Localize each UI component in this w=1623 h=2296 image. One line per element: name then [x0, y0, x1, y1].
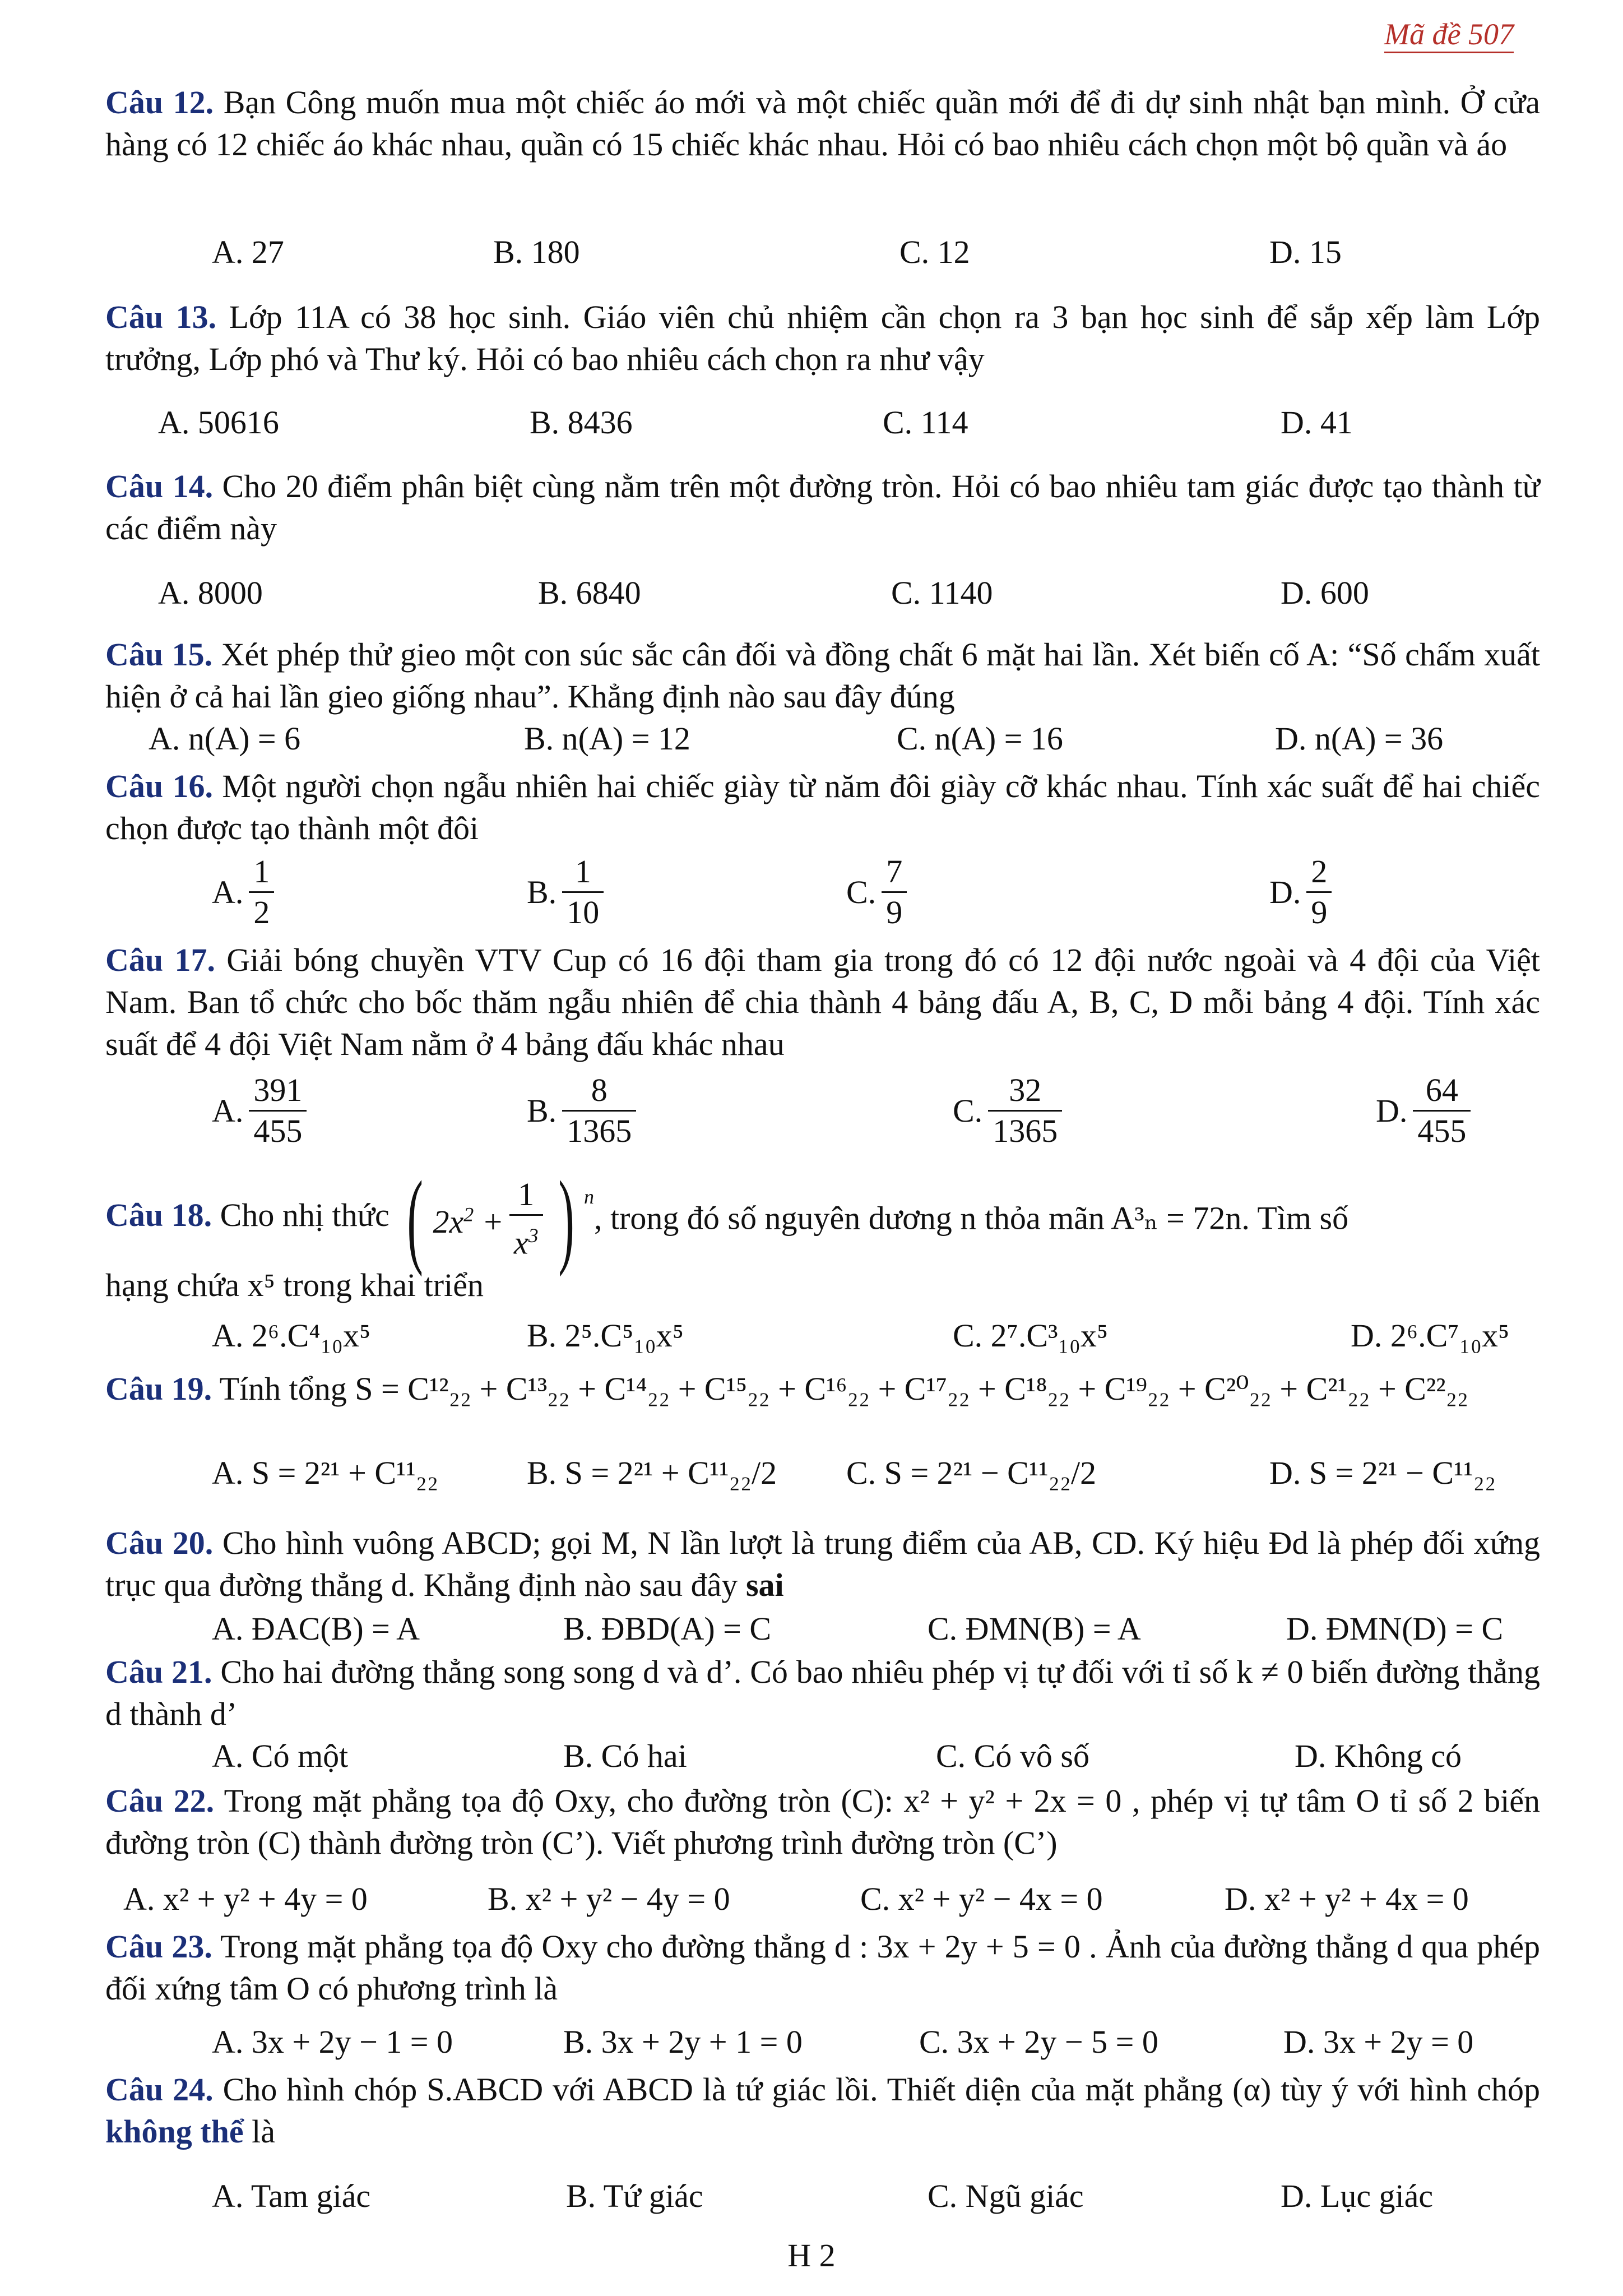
option-d[interactable]: D. x² + y² + 4x = 0 [1225, 1881, 1469, 1917]
question-label: Câu 17. [105, 942, 215, 978]
option-b[interactable]: B. S = 2²¹ + C¹¹₂₂/2 [527, 1455, 777, 1491]
question-21 [105, 1651, 1540, 1735]
option-c[interactable]: C. 1140 [891, 575, 993, 611]
option-c[interactable]: C. $\frac{7}{9}$ [846, 852, 912, 932]
question-text: Trong mặt phẳng tọa độ Oxy cho đường thẳng d : 3x + 2y + 5 = 0 . Ảnh của đường thẳng d qua phép đối xứng tâm O có phương trình là [105, 1928, 1541, 2007]
option-d[interactable]: D. n(A) = 36 [1275, 720, 1444, 757]
question-label: Câu 23. [105, 1928, 212, 1965]
question-label: Câu 19. [105, 1371, 212, 1407]
question-14 [105, 465, 1540, 549]
question-label: Câu 14. [105, 468, 214, 504]
question-17 [105, 939, 1540, 1065]
option-a[interactable]: A. 2⁶.C⁴₁₀x⁵ [212, 1317, 371, 1354]
option-c[interactable]: C. x² + y² − 4x = 0 [860, 1881, 1103, 1917]
option-b[interactable]: B. n(A) = 12 [524, 720, 690, 757]
question-text: Cho nhị thức [220, 1197, 389, 1233]
question-16 [105, 765, 1540, 849]
question-text: Cho 20 điểm phân biệt cùng nằm trên một đường tròn. Hỏi có bao nhiêu tam giác được tạo thành từ các điểm này [105, 468, 1540, 547]
option-c[interactable]: C. 2⁷.C³₁₀x⁵ [953, 1317, 1109, 1354]
option-a[interactable]: A. S = 2²¹ + C¹¹₂₂ [212, 1455, 439, 1491]
option-a[interactable]: A. Tam giác [212, 2178, 371, 2214]
question-emphasis: sai [745, 1567, 784, 1603]
question-18-cont [105, 1264, 1540, 1306]
question-text: Xét phép thử gieo một con súc sắc cân đối và đồng chất 6 mặt hai lần. Xét biến cố A: “Số chấm xuất hiện ở cả hai lần gieo giống nhau”. Khẳng định nào sau đây đúng [105, 636, 1540, 715]
option-b[interactable]: B. $\frac{8}{1365}$ [527, 1071, 642, 1151]
paren-left: ( [407, 1159, 424, 1277]
option-b[interactable]: B. 3x + 2y + 1 = 0 [563, 2024, 803, 2060]
question-24 [105, 2068, 1540, 2152]
option-b[interactable]: B. 2⁵.C⁵₁₀x⁵ [527, 1317, 684, 1354]
option-a[interactable]: A. 8000 [158, 575, 263, 611]
question-text: Trong mặt phẳng tọa độ Oxy, cho đường tròn (C): x² + y² + 2x = 0 , phép vị tự tâm O tỉ số 2 biến đường tròn (C) thành đường tròn (C’). Viết phương trình đường tròn (C’) [105, 1783, 1540, 1861]
option-d[interactable]: D. 15 [1269, 234, 1342, 270]
option-c[interactable]: C. $\frac{32}{1365}$ [953, 1071, 1068, 1151]
question-19 [105, 1368, 1540, 1410]
question-label: Câu 12. [105, 84, 214, 121]
question-12 [105, 81, 1540, 165]
option-a[interactable]: A. Có một [212, 1738, 349, 1774]
question-label: Câu 13. [105, 299, 217, 335]
option-b[interactable]: B. $\frac{1}{10}$ [527, 852, 609, 932]
option-c[interactable]: C. ĐMN(B) = A [928, 1610, 1141, 1647]
question-20 [105, 1522, 1540, 1606]
question-text: Cho hình vuông ABCD; gọi M, N lần lượt là trung điểm của AB, CD. Ký hiệu Đd là phép đối xứng trục qua đường thẳng d. Khẳng định nào sau đây [105, 1525, 1540, 1603]
question-label: Câu 21. [105, 1654, 212, 1690]
option-b[interactable]: B. Có hai [563, 1738, 687, 1774]
question-18: Câu 18. Cho nhị thức ( $2x^2$ + $\frac{1}{x^3}$ ) $^n$, trong đó số nguyên dương n thỏa mãn A³ₙ = 72n. Tìm số [105, 1159, 1349, 1277]
option-d[interactable]: D. ĐMN(D) = C [1286, 1610, 1504, 1647]
option-d[interactable]: D. Không có [1295, 1738, 1462, 1774]
question-text: Một người chọn ngẫu nhiên hai chiếc giày từ năm đôi giày cỡ khác nhau. Tính xác suất để hai chiếc chọn được tạo thành một đôi [105, 768, 1540, 846]
question-text: Cho hai đường thẳng song song d và d’. Có bao nhiêu phép vị tự đối với tỉ số k ≠ 0 biến đường thẳng d thành d’ [105, 1654, 1540, 1732]
question-text-mid: , trong đó số nguyên dương n thỏa mãn A³ₙ = 72n. Tìm số [593, 1200, 1349, 1237]
question-label: Câu 18. [105, 1197, 212, 1233]
option-c[interactable]: C. 114 [883, 404, 968, 441]
option-c[interactable]: C. Có vô số [936, 1738, 1089, 1774]
option-b[interactable]: B. x² + y² − 4y = 0 [488, 1881, 730, 1917]
option-d[interactable]: D. 41 [1281, 404, 1353, 441]
paren-right: ) [558, 1159, 574, 1277]
question-23 [105, 1925, 1540, 2010]
question-22 [105, 1780, 1540, 1864]
option-a[interactable]: A. 50616 [158, 404, 279, 441]
option-a[interactable]: A. n(A) = 6 [149, 720, 301, 757]
question-text-tail: là [252, 2113, 275, 2150]
question-text: Bạn Công muốn mua một chiếc áo mới và một chiếc quần mới để đi dự sinh nhật bạn mình. Ở cửa hàng có 12 chiếc áo khác nhau, quần có 15 chiếc khác nhau. Hỏi có bao nhiêu cách chọn một bộ quần và áo [105, 84, 1541, 163]
option-a[interactable]: A. ĐAC(B) = A [212, 1610, 420, 1647]
question-13 [105, 296, 1540, 380]
question-text: Cho hình chóp S.ABCD với ABCD là tứ giác lồi. Thiết diện của mặt phẳng (α) tùy ý với hình chóp [222, 2071, 1540, 2108]
question-label: Câu 22. [105, 1783, 215, 1819]
question-15 [105, 633, 1540, 718]
question-label: Câu 15. [105, 636, 213, 673]
question-label: Câu 24. [105, 2071, 214, 2108]
option-d[interactable]: D. 600 [1281, 575, 1369, 611]
option-b[interactable]: B. 6840 [538, 575, 641, 611]
exam-code: Mã đề 507 [1384, 17, 1514, 53]
page-number: H 2 [787, 2237, 836, 2274]
option-b[interactable]: B. ĐBD(A) = C [563, 1610, 772, 1647]
option-b[interactable]: B. 8436 [530, 404, 633, 441]
option-c[interactable]: C. 12 [899, 234, 970, 270]
option-b[interactable]: B. Tứ giác [566, 2178, 703, 2214]
option-d[interactable]: D. $\frac{64}{455}$ [1376, 1071, 1476, 1151]
question-emphasis: không thể [105, 2113, 244, 2150]
option-a[interactable]: A. x² + y² + 4y = 0 [123, 1881, 368, 1917]
question-text: Tính tổng S = C¹²₂₂ + C¹³₂₂ + C¹⁴₂₂ + C¹⁵₂₂ + C¹⁶₂₂ + C¹⁷₂₂ + C¹⁸₂₂ + C¹⁹₂₂ + C²⁰₂₂ + C²¹₂₂ + C²²₂₂ [219, 1371, 1469, 1407]
option-c[interactable]: C. n(A) = 16 [897, 720, 1063, 757]
option-d[interactable]: D. Lục giác [1281, 2178, 1434, 2214]
option-c[interactable]: C. 3x + 2y − 5 = 0 [919, 2024, 1158, 2060]
binomial-expression: $2x^2$ + [433, 1203, 504, 1240]
option-a[interactable]: A. $\frac{1}{2}$ [212, 852, 280, 932]
option-c[interactable]: C. S = 2²¹ − C¹¹₂₂/2 [846, 1455, 1097, 1491]
question-text: Lớp 11A có 38 học sinh. Giáo viên chủ nhiệm cần chọn ra 3 bạn học sinh để sắp xếp làm Lớp trưởng, Lớp phó và Thư ký. Hỏi có bao nhiêu cách chọn ra như vậy [105, 299, 1541, 377]
option-d[interactable]: D. $\frac{2}{9}$ [1269, 852, 1337, 932]
option-d[interactable]: D. S = 2²¹ − C¹¹₂₂ [1269, 1455, 1496, 1491]
question-text: hạng chứa x⁵ trong khai triển [105, 1267, 484, 1303]
question-label: Câu 20. [105, 1525, 214, 1561]
option-d[interactable]: D. 2⁶.C⁷₁₀x⁵ [1351, 1317, 1510, 1354]
question-text: Giải bóng chuyền VTV Cup có 16 đội tham gia trong đó có 12 đội nước ngoài và 4 đội của Việt Nam. Ban tổ chức cho bốc thăm ngẫu nhiên để chia thành 4 bảng đấu A, B, C, D mỗi bảng 4 đội. Tính xác suất để 4 đội Việt Nam nằm ở 4 bảng đấu khác nhau [105, 942, 1541, 1062]
option-a[interactable]: A. 3x + 2y − 1 = 0 [212, 2024, 453, 2060]
option-a[interactable]: A. 27 [212, 234, 284, 270]
option-b[interactable]: B. 180 [493, 234, 580, 270]
option-d[interactable]: D. 3x + 2y = 0 [1283, 2024, 1474, 2060]
option-a[interactable]: A. $\frac{391}{455}$ [212, 1071, 312, 1151]
question-label: Câu 16. [105, 768, 213, 804]
option-c[interactable]: C. Ngũ giác [928, 2178, 1084, 2214]
